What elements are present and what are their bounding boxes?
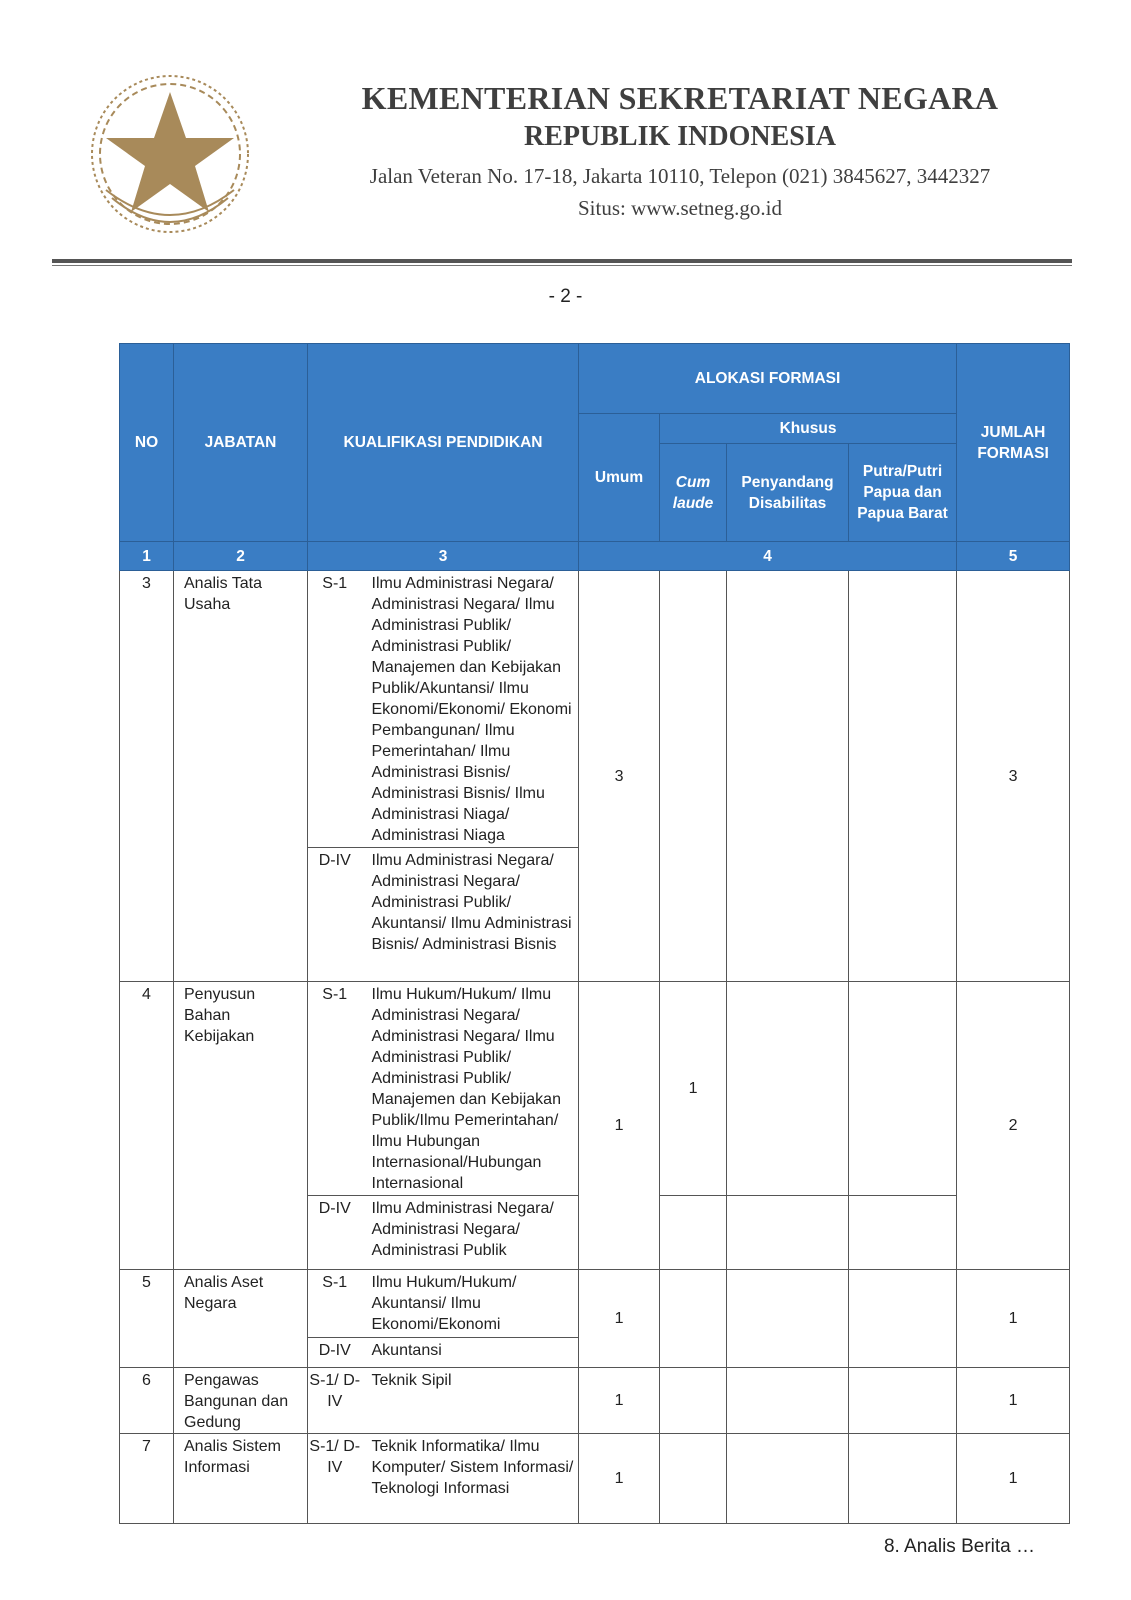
- qual-programs: Akuntansi: [362, 1338, 579, 1368]
- row-cum-laude: [660, 571, 727, 982]
- table-row: [120, 982, 1070, 1196]
- row-umum: 1: [579, 1434, 660, 1524]
- qual-programs: Ilmu Administrasi Negara/ Administrasi Negara/ Administrasi Publik: [362, 1196, 579, 1270]
- row-disabilitas: [727, 982, 849, 1196]
- qual-programs: Ilmu Hukum/Hukum/ Ilmu Administrasi Negara/ Administrasi Negara/ Ilmu Administrasi Publik/ Administrasi Publik/ Manajemen dan Kebijakan Publik/Ilmu Pemerintahan/ Ilmu Hubungan Internasional/Hubungan Internasional: [362, 982, 579, 1196]
- header-disabilitas: Penyandang Disabilitas: [727, 444, 849, 542]
- header-divider: [52, 259, 1072, 263]
- row-jabatan: Analis Sistem Informasi: [174, 1434, 308, 1524]
- header-cum-laude: Cum laude: [660, 444, 727, 542]
- row-jabatan: Analis Aset Negara: [174, 1270, 308, 1368]
- row-disabilitas: [727, 1434, 849, 1524]
- table-row: [120, 1368, 1070, 1434]
- row-papua: [849, 1270, 957, 1368]
- row-papua: [849, 571, 957, 982]
- header-alokasi: ALOKASI FORMASI: [579, 344, 957, 414]
- row-jumlah: 3: [957, 571, 1070, 982]
- row-disabilitas: [727, 1368, 849, 1434]
- row-no: 7: [120, 1434, 174, 1524]
- row-umum: 1: [579, 1270, 660, 1368]
- row-umum: 1: [579, 982, 660, 1270]
- qual-level: D-IV: [308, 848, 362, 982]
- org-name: KEMENTERIAN SEKRETARIAT NEGARA: [361, 80, 999, 116]
- row-jumlah: 1: [957, 1368, 1070, 1434]
- row-disabilitas: [727, 1270, 849, 1368]
- header-no: NO: [120, 344, 174, 542]
- index-3: 3: [308, 542, 579, 571]
- row-umum: 1: [579, 1368, 660, 1434]
- header-khusus: Khusus: [660, 414, 957, 444]
- qual-level: S-1: [308, 982, 362, 1196]
- table-row: [120, 571, 1070, 848]
- row-no: 4: [120, 982, 174, 1270]
- empty-cell: [727, 1196, 849, 1270]
- row-cum-laude: [660, 1368, 727, 1434]
- qual-programs: Ilmu Administrasi Negara/ Administrasi Negara/ Administrasi Publik/ Akuntansi/ Ilmu Administrasi Bisnis/ Administrasi Bisnis: [362, 848, 579, 982]
- qual-level: D-IV: [308, 1196, 362, 1270]
- row-jumlah: 2: [957, 982, 1070, 1270]
- row-disabilitas: [727, 571, 849, 982]
- formation-table: [119, 343, 1070, 1524]
- row-no: 5: [120, 1270, 174, 1368]
- qual-programs: Ilmu Hukum/Hukum/ Akuntansi/ Ilmu Ekonomi/Ekonomi: [362, 1270, 579, 1338]
- empty-cell: [849, 1196, 957, 1270]
- table-row: [120, 1434, 1070, 1524]
- index-4: 4: [579, 542, 957, 571]
- qual-level: S-1: [308, 571, 362, 848]
- row-jumlah: 1: [957, 1434, 1070, 1524]
- table-row: [120, 1270, 1070, 1338]
- row-jabatan: Pengawas Bangunan dan Gedung: [174, 1368, 308, 1434]
- organization-header: [300, 78, 1060, 224]
- qual-programs: Teknik Sipil: [362, 1368, 579, 1434]
- row-no: 6: [120, 1368, 174, 1434]
- qual-level: D-IV: [308, 1338, 362, 1368]
- star-emblem-icon: [86, 70, 254, 238]
- qual-level: S-1/ D-IV: [308, 1368, 362, 1434]
- header-papua: Putra/Putri Papua dan Papua Barat: [849, 444, 957, 542]
- qual-level: S-1: [308, 1270, 362, 1338]
- letterhead: [0, 0, 1131, 280]
- row-cum-laude: 1: [660, 982, 727, 1196]
- empty-cell: [660, 1196, 727, 1270]
- header-jumlah: JUMLAH FORMASI: [957, 344, 1070, 542]
- qual-programs: Ilmu Administrasi Negara/ Administrasi Negara/ Ilmu Administrasi Publik/ Administrasi Publik/ Manajemen dan Kebijakan Publik/Akuntansi/ Ilmu Ekonomi/Ekonomi/ Ekonomi Pembangunan/ Ilmu Pemerintahan/ Ilmu Administrasi Bisnis/ Administrasi Bisnis/ Ilmu Administrasi Niaga/ Administrasi Niaga: [362, 571, 579, 848]
- header-jabatan: JABATAN: [174, 344, 308, 542]
- page-number: - 2 -: [548, 286, 583, 307]
- header-divider-thin: [52, 265, 1072, 266]
- row-jumlah: 1: [957, 1270, 1070, 1368]
- org-website: Situs: www.setneg.go.id: [578, 196, 782, 220]
- country-name: REPUBLIK INDONESIA: [524, 121, 836, 152]
- row-papua: [849, 1368, 957, 1434]
- row-papua: [849, 1434, 957, 1524]
- index-1: 1: [120, 542, 174, 571]
- index-5: 5: [957, 542, 1070, 571]
- next-page-reference: 8. Analis Berita …: [883, 1536, 1035, 1557]
- row-cum-laude: [660, 1270, 727, 1368]
- qual-programs: Teknik Informatika/ Ilmu Komputer/ Sistem Informasi/ Teknologi Informasi: [362, 1434, 579, 1524]
- row-jabatan: Analis Tata Usaha: [174, 571, 308, 982]
- row-jabatan: Penyusun Bahan Kebijakan: [174, 982, 308, 1270]
- org-address: Jalan Veteran No. 17-18, Jakarta 10110, Telepon (021) 3845627, 3442327: [369, 164, 991, 188]
- index-2: 2: [174, 542, 308, 571]
- row-cum-laude: [660, 1434, 727, 1524]
- row-no: 3: [120, 571, 174, 982]
- row-papua: [849, 982, 957, 1196]
- row-umum: 3: [579, 571, 660, 982]
- header-umum: Umum: [579, 414, 660, 542]
- qual-level: S-1/ D-IV: [308, 1434, 362, 1524]
- header-kualifikasi: KUALIFIKASI PENDIDIKAN: [308, 344, 579, 542]
